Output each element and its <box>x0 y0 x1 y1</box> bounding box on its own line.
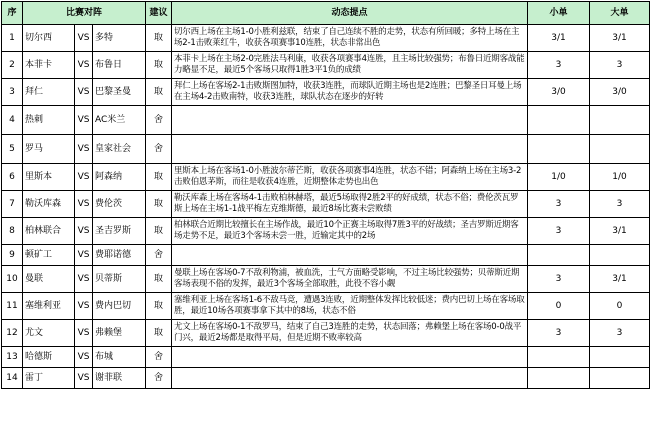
big-odds: 3 <box>590 52 650 79</box>
match-note <box>172 347 528 368</box>
table-row <box>2 347 650 368</box>
pick-value: 舍 <box>146 245 172 266</box>
small-odds <box>528 245 590 266</box>
away-team: AC米兰 <box>93 106 146 135</box>
row-index: 12 <box>2 320 23 347</box>
vs-label: VS <box>75 191 93 218</box>
away-team: 费内巴切 <box>93 293 146 320</box>
small-odds <box>528 135 590 164</box>
header-row <box>2 2 650 25</box>
home-team: 曼联 <box>23 266 75 293</box>
vs-label: VS <box>75 52 93 79</box>
small-odds: 3 <box>528 218 590 245</box>
table-row <box>2 293 650 320</box>
big-odds <box>590 347 650 368</box>
table-row <box>2 25 650 52</box>
table-row <box>2 191 650 218</box>
row-index: 2 <box>2 52 23 79</box>
small-odds <box>528 368 590 389</box>
big-odds: 3/1 <box>590 25 650 52</box>
row-index: 14 <box>2 368 23 389</box>
away-team: 圣吉罗斯 <box>93 218 146 245</box>
big-odds: 0 <box>590 293 650 320</box>
row-index: 11 <box>2 293 23 320</box>
table-row <box>2 245 650 266</box>
row-index: 9 <box>2 245 23 266</box>
home-team: 雷丁 <box>23 368 75 389</box>
home-team: 本菲卡 <box>23 52 75 79</box>
pick-value: 取 <box>146 191 172 218</box>
row-index: 6 <box>2 164 23 191</box>
match-note <box>172 106 528 135</box>
row-index: 7 <box>2 191 23 218</box>
table-row <box>2 135 650 164</box>
big-odds: 3 <box>590 320 650 347</box>
pick-value: 舍 <box>146 347 172 368</box>
match-note: 曼联上场在客场0-7不敌利物浦，被血洗，士气方面略受影响，不过主场比较强势；贝蒂斯近期客场表现不俗的发挥，最近3个客场全部取胜，此役不容小觑 <box>172 266 528 293</box>
row-index: 5 <box>2 135 23 164</box>
match-note <box>172 368 528 389</box>
header-index: 序 <box>2 2 23 25</box>
home-team: 切尔西 <box>23 25 75 52</box>
row-index: 13 <box>2 347 23 368</box>
small-odds: 1/0 <box>528 164 590 191</box>
small-odds: 3 <box>528 266 590 293</box>
pick-value: 舍 <box>146 106 172 135</box>
vs-label: VS <box>75 368 93 389</box>
header-pick: 建议 <box>146 2 172 25</box>
vs-label: VS <box>75 106 93 135</box>
big-odds: 3/0 <box>590 79 650 106</box>
pick-value: 取 <box>146 218 172 245</box>
pick-value: 舍 <box>146 135 172 164</box>
home-team: 罗马 <box>23 135 75 164</box>
match-note: 尤文上场在客场0-1不敌罗马，结束了自己3连胜的走势，状态回落；弗赖堡上场在客场0-0战平门兴，最近2场都是取得平局，但是近期不败率较高 <box>172 320 528 347</box>
small-odds <box>528 106 590 135</box>
pick-value: 取 <box>146 320 172 347</box>
away-team: 费伦茨 <box>93 191 146 218</box>
away-team: 贝蒂斯 <box>93 266 146 293</box>
big-odds: 3 <box>590 191 650 218</box>
vs-label: VS <box>75 79 93 106</box>
small-odds <box>528 347 590 368</box>
small-odds: 3 <box>528 52 590 79</box>
home-team: 顿矿工 <box>23 245 75 266</box>
vs-label: VS <box>75 293 93 320</box>
big-odds: 3/1 <box>590 266 650 293</box>
pick-value: 取 <box>146 293 172 320</box>
big-odds <box>590 245 650 266</box>
home-team: 热刺 <box>23 106 75 135</box>
away-team: 巴黎圣曼 <box>93 79 146 106</box>
row-index: 4 <box>2 106 23 135</box>
row-index: 1 <box>2 25 23 52</box>
table-row <box>2 52 650 79</box>
away-team: 皇家社会 <box>93 135 146 164</box>
table-row <box>2 368 650 389</box>
header-big: 大单 <box>590 2 650 25</box>
pick-value: 取 <box>146 164 172 191</box>
table-row <box>2 79 650 106</box>
home-team: 哈德斯 <box>23 347 75 368</box>
vs-label: VS <box>75 266 93 293</box>
table-row <box>2 266 650 293</box>
table-row <box>2 320 650 347</box>
big-odds: 1/0 <box>590 164 650 191</box>
header-notes: 动态提点 <box>172 2 528 25</box>
big-odds <box>590 106 650 135</box>
row-index: 3 <box>2 79 23 106</box>
away-team: 费耶诺德 <box>93 245 146 266</box>
vs-label: VS <box>75 164 93 191</box>
away-team: 布鲁日 <box>93 52 146 79</box>
home-team: 柏林联合 <box>23 218 75 245</box>
row-index: 8 <box>2 218 23 245</box>
match-note: 柏林联合近期比较擅长在主场作战，最近10个正赛主场取得7胜3平的好战绩；圣吉罗斯近期客场走势不足，最近3个客场未尝一胜，近输定其中的2场 <box>172 218 528 245</box>
match-note: 本菲卡上场在主场2-0完胜法马利康，收获各项赛事4连胜，且主场比较强势；布鲁日近期客战能力略显不足，最近5个客场只取得1胜3平1负的成绩 <box>172 52 528 79</box>
home-team: 塞维利亚 <box>23 293 75 320</box>
match-note: 塞维利亚上场在客场1-6不敌马竞，遭遇3连败，近期整体发挥比较低迷；费内巴切上场在客场取胜，最近10场各项赛事拿下其中的8场，状态不俗 <box>172 293 528 320</box>
vs-label: VS <box>75 347 93 368</box>
header-match: 比赛对阵 <box>23 2 146 25</box>
vs-label: VS <box>75 25 93 52</box>
small-odds: 0 <box>528 293 590 320</box>
row-index: 10 <box>2 266 23 293</box>
pick-value: 取 <box>146 52 172 79</box>
pick-value: 舍 <box>146 368 172 389</box>
big-odds <box>590 368 650 389</box>
pick-value: 取 <box>146 266 172 293</box>
small-odds: 3/0 <box>528 79 590 106</box>
away-team: 谢菲联 <box>93 368 146 389</box>
vs-label: VS <box>75 135 93 164</box>
vs-label: VS <box>75 320 93 347</box>
small-odds: 3 <box>528 320 590 347</box>
away-team: 弗赖堡 <box>93 320 146 347</box>
home-team: 尤文 <box>23 320 75 347</box>
header-small: 小单 <box>528 2 590 25</box>
small-odds: 3 <box>528 191 590 218</box>
small-odds: 3/1 <box>528 25 590 52</box>
table-row <box>2 106 650 135</box>
pick-value: 取 <box>146 25 172 52</box>
match-note: 勒沃库森上场在客场4-1击败柏林赫塔，最近5场取得2胜2平的好成绩，状态不俗；费伦茨瓦罗斯上场在主场1-1战平梅左克维斯德，最近8场比赛未尝败绩 <box>172 191 528 218</box>
table-row <box>2 164 650 191</box>
match-note: 里斯本上场在客场1-0小胜波尔蒂芒斯，收获各项赛事4连胜，状态不错；阿森纳上场在主场3-2击败伯恩茅斯，而往是收获4连胜，近期整体走势也出色 <box>172 164 528 191</box>
big-odds <box>590 135 650 164</box>
table-row <box>2 218 650 245</box>
match-note <box>172 135 528 164</box>
match-note: 拜仁上场在客场2-1击败斯图加特，收获3连胜，而球队近期主场也是2连胜；巴黎圣日耳曼上场在主场4-2击败南特，收获3连胜，球队状态在逐步的好转 <box>172 79 528 106</box>
big-odds: 3/1 <box>590 218 650 245</box>
away-team: 布城 <box>93 347 146 368</box>
pick-value: 取 <box>146 79 172 106</box>
match-note: 切尔西上场在主场1-0小胜利兹联，结束了自己连续不胜的走势，状态有所回暖；多特上场在主场2-1击败莱红牛，收获各项赛事10连胜，状态非常出色 <box>172 25 528 52</box>
home-team: 勒沃库森 <box>23 191 75 218</box>
match-table <box>1 1 650 389</box>
away-team: 多特 <box>93 25 146 52</box>
home-team: 里斯本 <box>23 164 75 191</box>
vs-label: VS <box>75 218 93 245</box>
match-note <box>172 245 528 266</box>
away-team: 阿森纳 <box>93 164 146 191</box>
vs-label: VS <box>75 245 93 266</box>
home-team: 拜仁 <box>23 79 75 106</box>
